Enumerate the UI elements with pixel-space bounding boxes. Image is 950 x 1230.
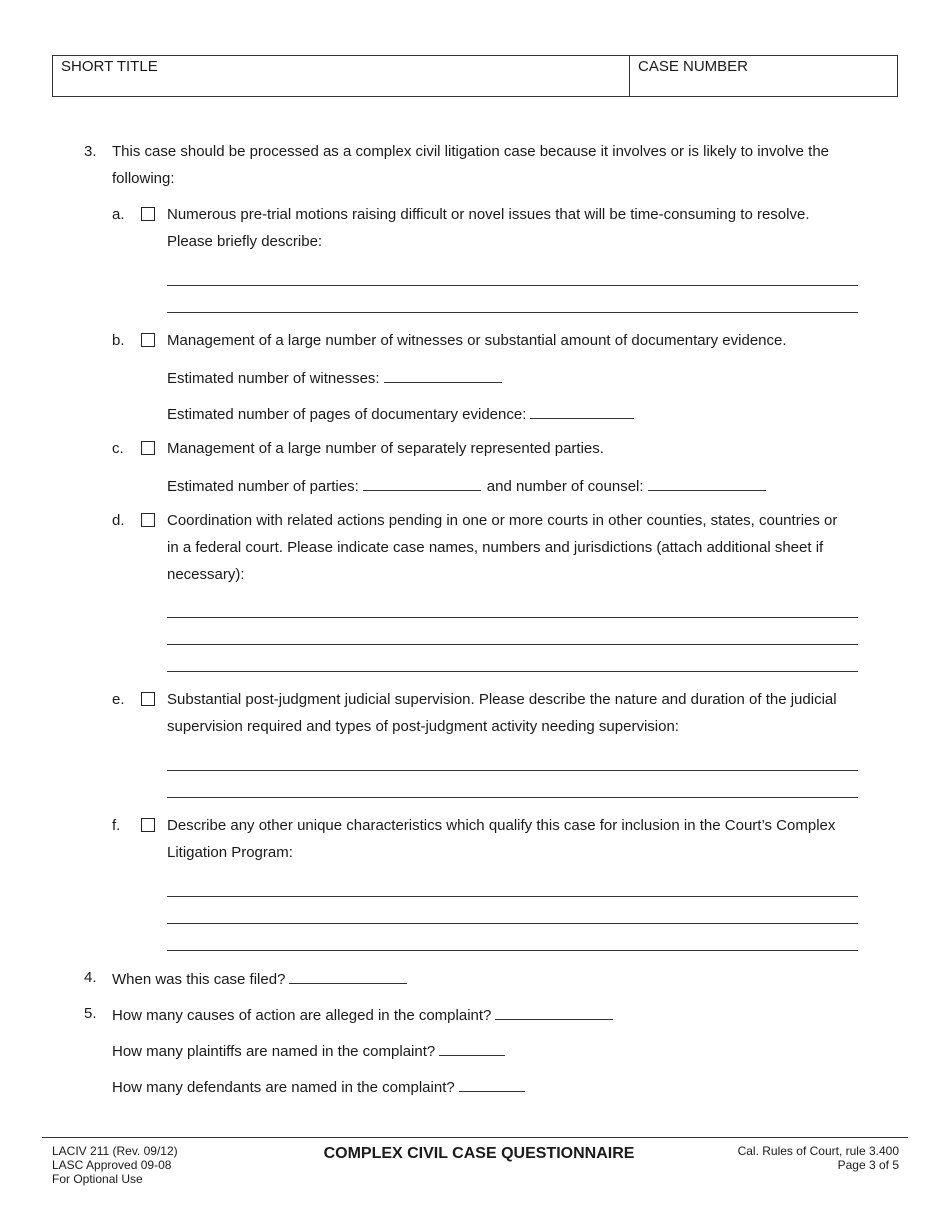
form-number: LACIV 211 (Rev. 09/12) xyxy=(52,1144,178,1158)
q3c-parties-input[interactable] xyxy=(363,476,481,491)
q3b-witnesses-row xyxy=(167,368,502,388)
q3b-witnesses-input[interactable] xyxy=(384,368,502,383)
q3e-answer-line[interactable] xyxy=(167,797,858,798)
q5-causes-row xyxy=(112,1005,613,1025)
form-title: COMPLEX CIVIL CASE QUESTIONNAIRE xyxy=(323,1145,635,1162)
q3f-letter: f. xyxy=(112,817,121,834)
q3b-witnesses-label: Estimated number of witnesses: xyxy=(167,370,380,387)
q3f-text-line1: Describe any other unique characteristics which qualify this case for inclusion in the Court’s Complex xyxy=(167,817,836,834)
short-title-label: SHORT TITLE xyxy=(61,58,158,75)
q5-number: 5. xyxy=(84,1005,97,1022)
q3c-letter: c. xyxy=(112,440,124,457)
q3d-text-line1: Coordination with related actions pending in one or more courts in other counties, states, countries or xyxy=(167,512,838,529)
q3a-answer-line[interactable] xyxy=(167,312,858,313)
q3c-parties-label: Estimated number of parties: xyxy=(167,478,359,495)
q3b-pages-input[interactable] xyxy=(530,404,634,419)
q3d-checkbox[interactable] xyxy=(141,513,155,527)
q5-plaintiffs-input[interactable] xyxy=(439,1041,505,1056)
q5-causes-input[interactable] xyxy=(495,1005,613,1020)
q3c-counsel-input[interactable] xyxy=(648,476,766,491)
q3d-letter: d. xyxy=(112,512,125,529)
q3-text-line1: This case should be processed as a complex civil litigation case because it involves or is likely to involve the xyxy=(112,143,830,160)
q3d-answer-line[interactable] xyxy=(167,671,858,672)
q3e-text-line1: Substantial post-judgment judicial supervision. Please describe the nature and duration of the judicial xyxy=(167,691,837,708)
q3b-pages-row xyxy=(167,404,634,424)
q3a-letter: a. xyxy=(112,206,125,223)
q3e-letter: e. xyxy=(112,691,125,708)
q4-label: When was this case filed? xyxy=(112,971,286,988)
case-number-label: CASE NUMBER xyxy=(638,58,749,75)
case-number-field[interactable] xyxy=(630,56,897,96)
optional-use: For Optional Use xyxy=(52,1172,143,1186)
footer-right xyxy=(738,1144,899,1172)
approved-date: LASC Approved 09-08 xyxy=(52,1158,172,1172)
q3b-pages-label: Estimated number of pages of documentary evidence: xyxy=(167,406,527,423)
q3d-text-line3: necessary): xyxy=(167,566,245,583)
q3c-parties-row xyxy=(167,476,766,496)
q3c-counsel-label: and number of counsel: xyxy=(486,478,644,495)
q3b-text-line1: Management of a large number of witnesses or substantial amount of documentary evidence. xyxy=(167,332,787,349)
q3a-answer-line[interactable] xyxy=(167,285,858,286)
q3f-answer-line[interactable] xyxy=(167,950,858,951)
q5-defendants-label: How many defendants are named in the complaint? xyxy=(112,1079,455,1096)
q3d-text-line2: in a federal court. Please indicate case names, numbers and jurisdictions (attach additional sheet if xyxy=(167,539,824,556)
q3a-text-line1: Numerous pre-trial motions raising difficult or novel issues that will be time-consuming to resolve. xyxy=(167,206,810,223)
q5-plaintiffs-label: How many plaintiffs are named in the complaint? xyxy=(112,1043,436,1060)
q3b-checkbox[interactable] xyxy=(141,333,155,347)
q4-row xyxy=(112,969,407,989)
q4-number: 4. xyxy=(84,969,97,986)
short-title-field[interactable] xyxy=(53,56,630,96)
q3a-text-line2: Please briefly describe: xyxy=(167,233,323,250)
q3f-answer-line[interactable] xyxy=(167,896,858,897)
q3d-answer-line[interactable] xyxy=(167,644,858,645)
page-number: Page 3 of 5 xyxy=(837,1158,899,1172)
q3f-answer-line[interactable] xyxy=(167,923,858,924)
q3a-checkbox[interactable] xyxy=(141,207,155,221)
q3c-checkbox[interactable] xyxy=(141,441,155,455)
q5-plaintiffs-row xyxy=(112,1041,505,1061)
q3c-text-line1: Management of a large number of separately represented parties. xyxy=(167,440,604,457)
q3b-letter: b. xyxy=(112,332,125,349)
caption-header xyxy=(52,55,898,97)
q5-defendants-row xyxy=(112,1077,525,1097)
q4-filed-date-input[interactable] xyxy=(289,969,407,984)
q3-number: 3. xyxy=(84,143,97,160)
q5-defendants-input[interactable] xyxy=(459,1077,525,1092)
q3e-text-line2: supervision required and types of post-judgment activity needing supervision: xyxy=(167,718,679,735)
rule-citation: Cal. Rules of Court, rule 3.400 xyxy=(737,1144,899,1158)
footer-divider xyxy=(42,1137,908,1138)
q3-text-line2: following: xyxy=(112,170,175,187)
q3e-checkbox[interactable] xyxy=(141,692,155,706)
q3f-text-line2: Litigation Program: xyxy=(167,844,293,861)
q5-causes-label: How many causes of action are alleged in the complaint? xyxy=(112,1007,492,1024)
q3e-answer-line[interactable] xyxy=(167,770,858,771)
q3f-checkbox[interactable] xyxy=(141,818,155,832)
q3d-answer-line[interactable] xyxy=(167,617,858,618)
